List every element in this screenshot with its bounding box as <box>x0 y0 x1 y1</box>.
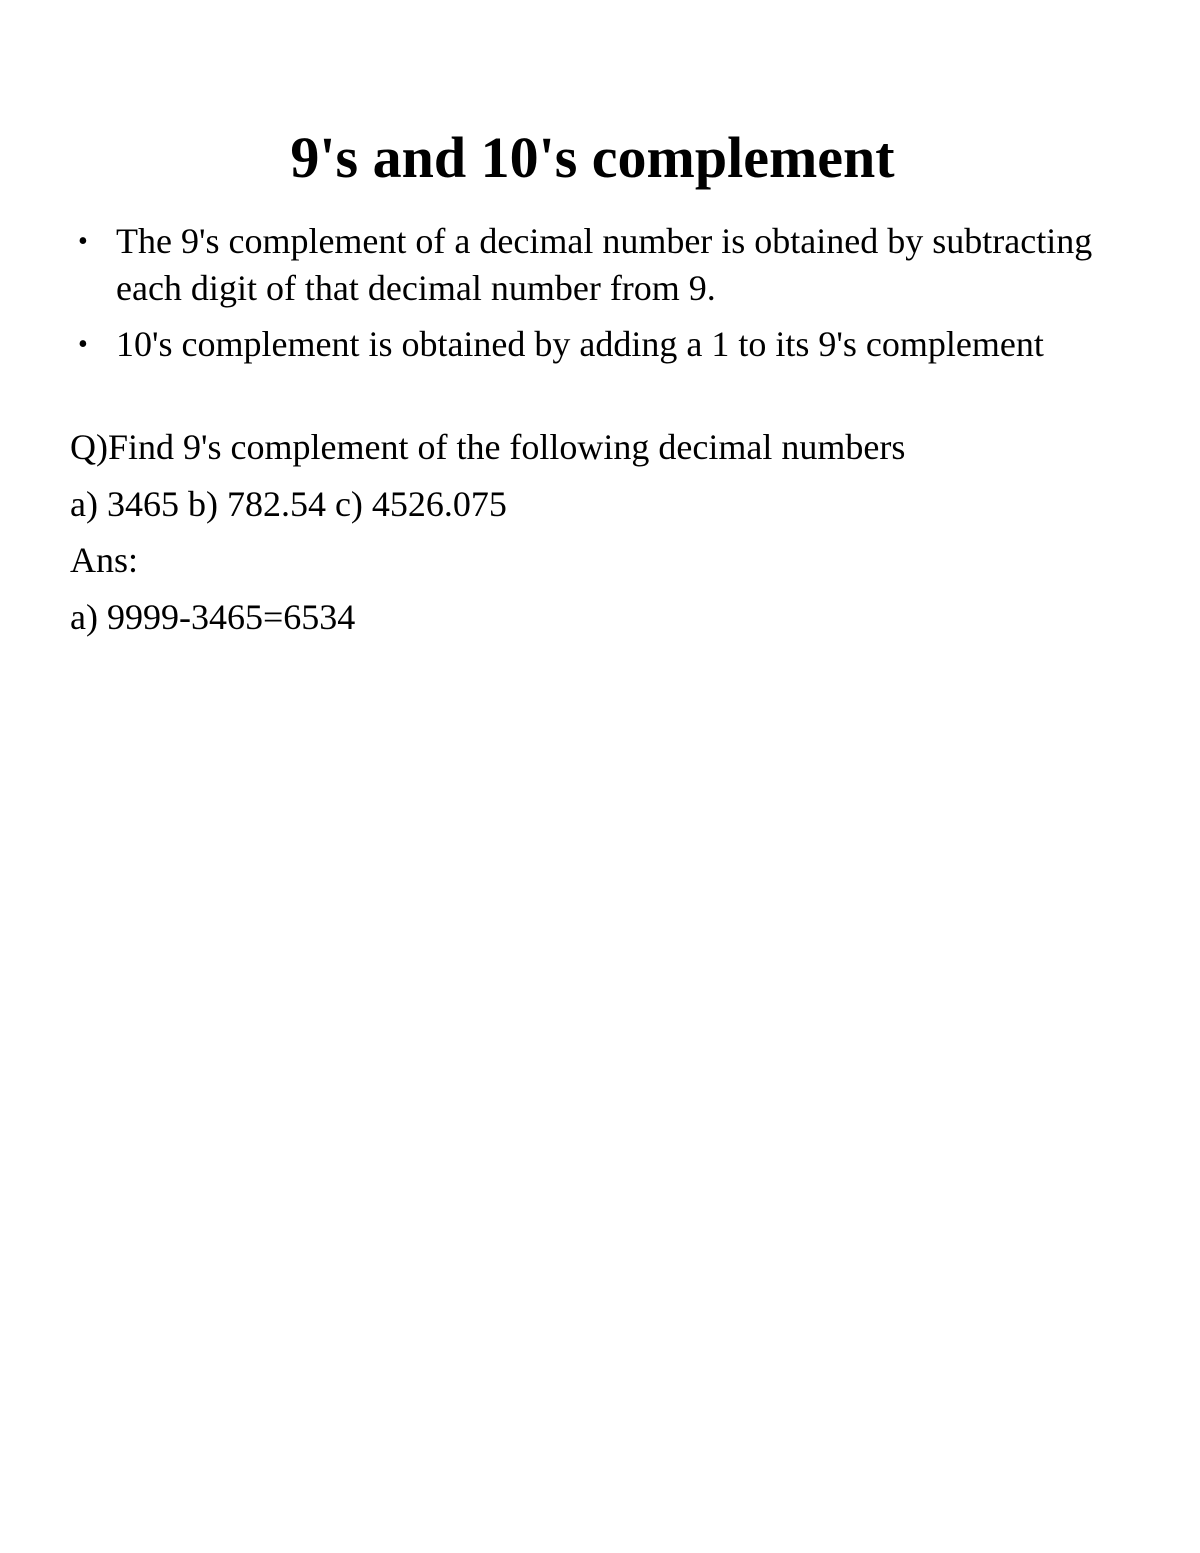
bullet-text: 10's complement is obtained by adding a 1 to its 9's complement <box>116 324 1044 364</box>
bullet-item-tens-complement <box>78 321 1138 368</box>
bullet-item-nines-complement <box>78 218 1138 312</box>
page-title: 9's and 10's complement <box>290 125 895 190</box>
bullet-list <box>78 218 1138 377</box>
question-options: a) 3465 b) 782.54 c) 4526.075 <box>70 484 507 524</box>
bullet-icon: • <box>78 329 88 360</box>
bullet-icon: • <box>78 226 88 257</box>
bullet-text: The 9's complement of a decimal number is obtained by subtracting each digit of that decimal number from 9. <box>116 221 1093 308</box>
question-text: Q)Find 9's complement of the following decimal numbers <box>70 427 906 467</box>
answer-a: a) 9999-3465=6534 <box>70 597 356 637</box>
answer-label: Ans: <box>70 540 139 580</box>
